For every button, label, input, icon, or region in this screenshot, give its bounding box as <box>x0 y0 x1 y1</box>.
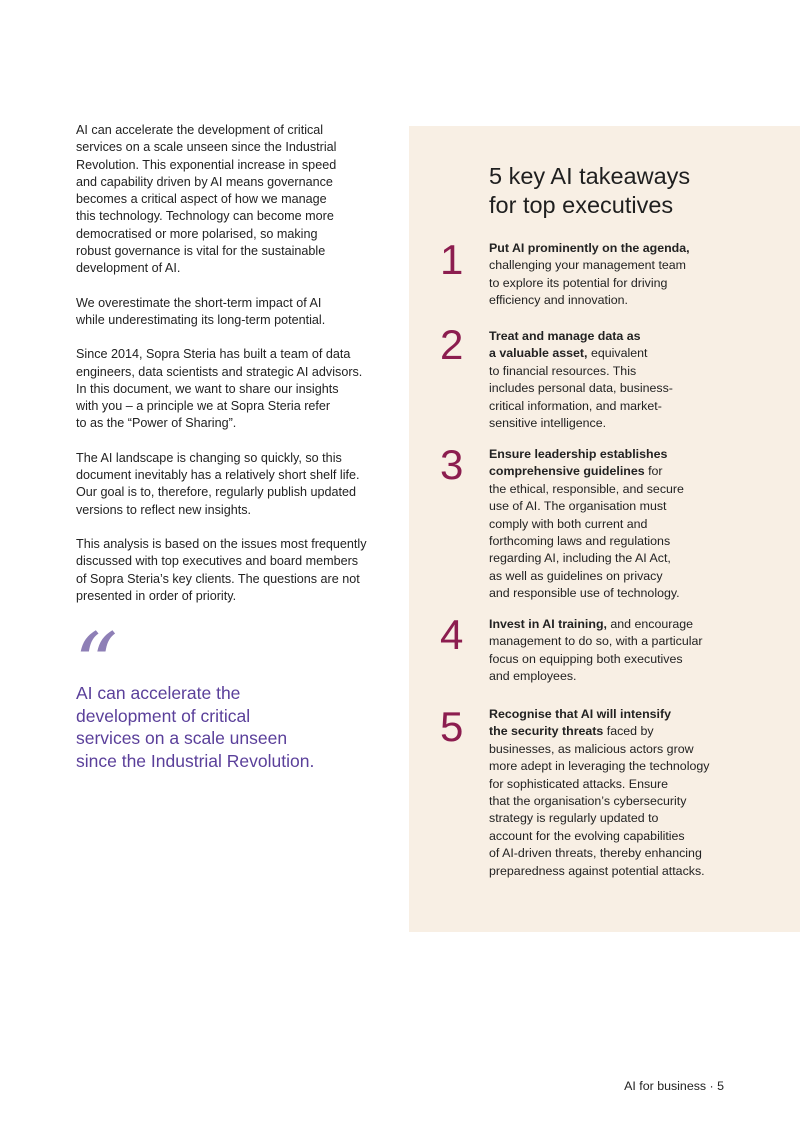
takeaway-number: 2 <box>440 321 464 368</box>
takeaway-regular-text: account for the evolving capabilities <box>489 828 685 843</box>
takeaway-regular-text: management to do so, with a particular <box>489 634 703 649</box>
takeaway-regular-text: faced by <box>603 724 654 739</box>
takeaway-regular-text: that the organisation’s cybersecurity <box>489 794 687 809</box>
takeaway-regular-text: preparedness against potential attacks. <box>489 863 705 878</box>
takeaway-line <box>489 633 739 650</box>
takeaway-bold-text: Recognise that AI will intensify <box>489 707 671 721</box>
takeaway-line <box>489 446 739 463</box>
takeaway-number: 1 <box>440 236 464 283</box>
takeaway-line <box>489 328 739 345</box>
takeaway-bold-text: comprehensive guidelines <box>489 464 645 479</box>
takeaway-regular-text: focus on equipping both executives <box>489 651 683 666</box>
takeaway-regular-text: efficiency and innovation. <box>489 293 628 308</box>
takeaway-line <box>489 498 739 515</box>
takeaway-line <box>489 828 739 845</box>
takeaway-regular-text: and encourage <box>606 617 694 631</box>
takeaway-bold-text: Put AI prominently on the agenda, <box>489 241 690 255</box>
takeaway-line <box>489 741 739 758</box>
intro-paragraph-4: The AI landscape is changing so quickly, so this document inevitably has a relatively short shelf life. Our goal is to, therefore, regularly publish updated versions to reflect new insights. <box>76 450 360 517</box>
takeaway-line <box>489 463 739 480</box>
takeaway-line <box>489 481 739 498</box>
takeaway-line <box>489 793 739 810</box>
takeaway-number: 5 <box>440 703 464 750</box>
takeaway-line <box>489 516 739 533</box>
takeaway-line <box>489 363 739 380</box>
takeaway-line <box>489 776 739 793</box>
intro-paragraph-2: We overestimate the short-term impact of AI while underestimating its long-term potential. <box>76 295 326 327</box>
pull-quote: AI can accelerate the development of critical services on a scale unseen since the Industrial Revolution. <box>76 683 315 771</box>
takeaway-regular-text: to financial resources. This <box>489 363 637 378</box>
takeaway-regular-text: the ethical, responsible, and secure <box>489 481 684 496</box>
takeaway-regular-text: forthcoming laws and regulations <box>489 534 671 549</box>
intro-paragraph-3: Since 2014, Sopra Steria has built a team of data engineers, data scientists and strategic AI advisors. In this document, we want to share our insights with you – a principle we at Sopra Steria refer to as the “Power of Sharing”. <box>76 347 363 431</box>
takeaway-text <box>489 446 739 603</box>
takeaway-regular-text: includes personal data, business- <box>489 381 673 396</box>
takeaway-line <box>489 275 739 292</box>
takeaway-bold-text: a valuable asset, <box>489 346 588 361</box>
takeaway-text <box>489 240 739 310</box>
takeaway-line <box>489 345 739 362</box>
takeaway-regular-text: critical information, and market- <box>489 398 662 413</box>
takeaway-line <box>489 568 739 585</box>
takeaway-regular-text: equivalent <box>587 346 648 361</box>
intro-paragraph-5: This analysis is based on the issues most frequently discussed with top executives and board members of Sopra Steria’s key clients. The questions are not presented in order of priority. <box>76 536 367 603</box>
takeaway-line <box>489 550 739 567</box>
page-footer: AI for business · 5 <box>624 1079 724 1093</box>
takeaway-bold-text: Ensure leadership establishes <box>489 447 668 461</box>
takeaway-line <box>489 616 739 633</box>
takeaway-regular-text: and responsible use of technology. <box>489 586 680 601</box>
takeaway-bold-text: Treat and manage data as <box>489 329 641 343</box>
takeaway-number: 4 <box>440 611 464 658</box>
takeaway-text <box>489 706 739 880</box>
takeaway-line <box>489 240 739 257</box>
takeaway-line <box>489 257 739 274</box>
takeaway-line <box>489 723 739 740</box>
takeaway-regular-text: as well as guidelines on privacy <box>489 568 663 583</box>
takeaway-regular-text: sensitive intelligence. <box>489 416 607 431</box>
takeaway-regular-text: to explore its potential for driving <box>489 275 668 290</box>
takeaway-line <box>489 292 739 309</box>
takeaway-text <box>489 616 739 686</box>
takeaway-line <box>489 758 739 775</box>
takeaway-regular-text: use of AI. The organisation must <box>489 499 667 514</box>
intro-paragraph-1: AI can accelerate the development of critical services on a scale unseen since the Industrial Revolution. This exponential increase in speed and capability driven by AI means governance becomes a critical aspect of how we manage this technology. Technology can become more democratised or more polarised, so making robust governance is vital for the sustainable development of AI. <box>76 123 337 276</box>
intro-text-column <box>76 122 394 622</box>
takeaway-regular-text: challenging your management team <box>489 258 686 273</box>
takeaway-regular-text: for sophisticated attacks. Ensure <box>489 776 669 791</box>
takeaway-regular-text: regarding AI, including the AI Act, <box>489 551 671 566</box>
takeaway-regular-text: strategy is regularly updated to <box>489 811 659 826</box>
takeaway-regular-text: businesses, as malicious actors grow <box>489 741 694 756</box>
takeaway-line <box>489 380 739 397</box>
takeaway-text <box>489 328 739 432</box>
takeaway-line <box>489 651 739 668</box>
takeaway-regular-text: more adept in leveraging the technology <box>489 759 710 774</box>
takeaway-line <box>489 668 739 685</box>
takeaway-line <box>489 845 739 862</box>
panel-title: 5 key AI takeaways for top executives <box>489 163 691 218</box>
takeaway-regular-text: for <box>644 464 663 479</box>
takeaway-line <box>489 398 739 415</box>
takeaway-line <box>489 585 739 602</box>
quote-mark-icon: “ <box>74 615 118 715</box>
takeaway-number: 3 <box>440 441 464 488</box>
takeaway-line <box>489 533 739 550</box>
takeaway-regular-text: and employees. <box>489 669 577 684</box>
takeaway-bold-text: Invest in AI training, <box>489 617 607 631</box>
takeaway-line <box>489 810 739 827</box>
takeaway-bold-text: the security threats <box>489 724 604 739</box>
takeaway-regular-text: of AI-driven threats, thereby enhancing <box>489 846 702 861</box>
takeaway-line <box>489 415 739 432</box>
takeaway-line <box>489 863 739 880</box>
takeaway-regular-text: comply with both current and <box>489 516 648 531</box>
takeaway-line <box>489 706 739 723</box>
